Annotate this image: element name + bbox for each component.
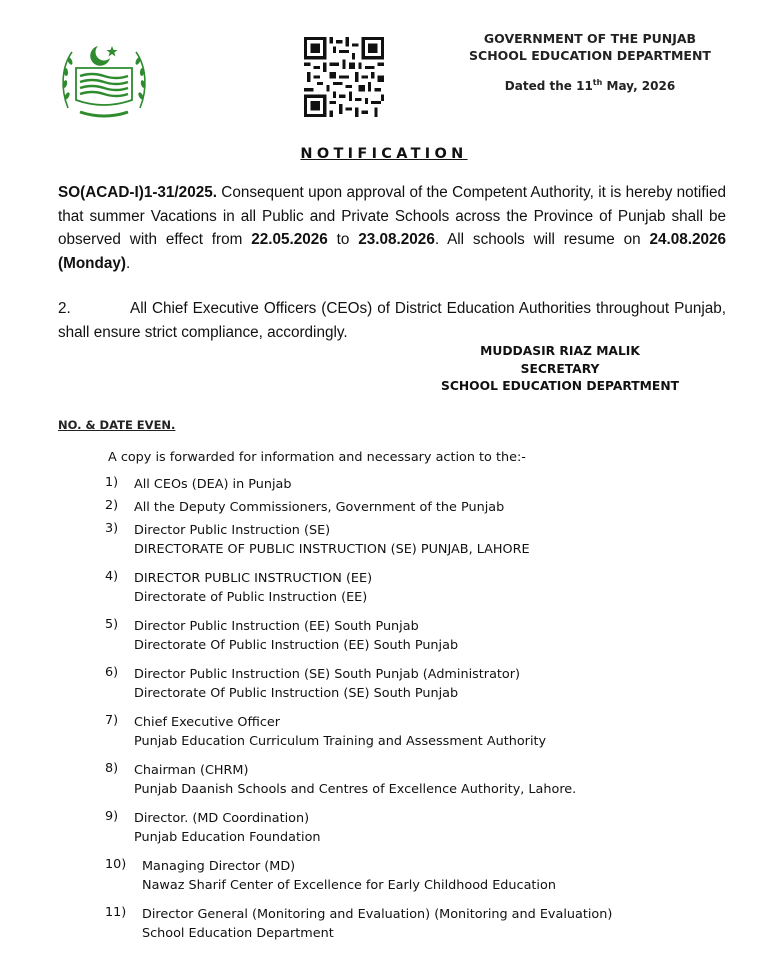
signatory-name: MUDDASIR RIAZ MALIK <box>480 344 640 358</box>
reference-number: SO(ACAD-I)1-31/2025. <box>58 184 217 201</box>
recipient-office: Nawaz Sharif Center of Excellence for Early Childhood Education <box>142 878 556 893</box>
signatory-designation: SECRETARY <box>520 361 600 376</box>
recipient-item <box>105 617 725 655</box>
resume-date: 24.08.2026 (Monday) <box>58 231 726 272</box>
recipient-item <box>105 809 725 847</box>
recipient-item <box>105 761 725 799</box>
recipient-item <box>105 498 725 517</box>
recipient-number: 10) <box>105 857 127 872</box>
paragraph-2: 2. All Chief Executive Officers (CEOs) of District Education Authorities throughout Punjab, shall ensure strict compliance, accordingly. <box>58 300 726 341</box>
recipient-number: 8) <box>105 761 119 776</box>
department-name: SCHOOL EDUCATION DEPARTMENT <box>469 48 711 63</box>
letterhead <box>455 30 725 95</box>
recipient-title: Managing Director (MD) <box>142 859 296 874</box>
recipient-number: 1) <box>105 475 119 490</box>
recipient-item <box>105 569 725 607</box>
qr-code-icon <box>304 37 384 117</box>
recipient-item <box>105 665 725 703</box>
recipient-office: Punjab Education Foundation <box>134 830 321 845</box>
recipient-title: Chief Executive Officer <box>134 715 281 730</box>
signatory-office: SCHOOL EDUCATION DEPARTMENT <box>441 379 679 393</box>
recipient-number: 11) <box>105 905 127 920</box>
recipient-item <box>105 475 725 494</box>
recipient-title: All CEOs (DEA) in Punjab <box>134 477 292 492</box>
recipient-office: Punjab Daanish Schools and Centres of Excellence Authority, Lahore. <box>134 782 577 797</box>
recipient-item <box>105 857 725 895</box>
recipient-number: 3) <box>105 521 119 536</box>
recipient-number: 6) <box>105 665 119 680</box>
recipient-item <box>105 905 725 943</box>
recipient-office: Directorate Of Public Instruction (SE) South Punjab <box>134 686 459 701</box>
recipient-item <box>105 521 725 559</box>
endorsement-reference: NO. & DATE EVEN. <box>58 418 176 432</box>
recipient-title: Director Public Instruction (EE) South Punjab <box>134 619 419 634</box>
recipient-title: Chairman (CHRM) <box>134 763 249 778</box>
recipient-number: 9) <box>105 809 119 824</box>
recipient-office: Directorate Of Public Instruction (EE) South Punjab <box>134 638 459 653</box>
recipient-office: School Education Department <box>142 926 334 941</box>
recipient-number: 7) <box>105 713 119 728</box>
paragraph-1: SO(ACAD-I)1-31/2025. Consequent upon approval of the Competent Authority, it is hereby notified that summer Vacations in all Public and Private Schools across the Province of Punjab shall be observed with effect from 22.05.2026 to 23.08.2026. All schools will resume on 24.08.2026 (Monday). <box>58 184 726 272</box>
recipient-title: DIRECTOR PUBLIC INSTRUCTION (EE) <box>134 571 373 586</box>
recipient-office: DIRECTORATE OF PUBLIC INSTRUCTION (SE) PUNJAB, LAHORE <box>134 542 530 557</box>
date-to: 23.08.2026 <box>358 231 435 248</box>
government-name: GOVERNMENT OF THE PUNJAB <box>483 31 697 46</box>
date-from: 22.05.2026 <box>251 231 328 248</box>
recipient-list <box>105 475 725 943</box>
recipient-title: Director Public Instruction (SE) South Punjab (Administrator) <box>134 667 521 682</box>
punjab-emblem-icon <box>58 38 150 122</box>
recipient-number: 5) <box>105 617 119 632</box>
recipient-title: All the Deputy Commissioners, Government of the Punjab <box>134 500 505 515</box>
recipient-office: Punjab Education Curriculum Training and Assessment Authority <box>134 734 547 749</box>
copy-forward-intro: A copy is forwarded for information and necessary action to the:- <box>108 450 526 465</box>
signature-block <box>420 343 700 396</box>
date-line: Dated the 11th May, 2026 <box>504 78 676 93</box>
recipient-number: 4) <box>105 569 119 584</box>
recipient-office: Directorate of Public Instruction (EE) <box>134 590 368 605</box>
recipient-title: Director General (Monitoring and Evaluation) (Monitoring and Evaluation) <box>142 907 613 922</box>
recipient-title: Director Public Instruction (SE) <box>134 523 331 538</box>
recipient-item <box>105 713 725 751</box>
recipient-title: Director. (MD Coordination) <box>134 811 310 826</box>
recipient-number: 2) <box>105 498 119 513</box>
notification-title: NOTIFICATION <box>300 146 468 162</box>
